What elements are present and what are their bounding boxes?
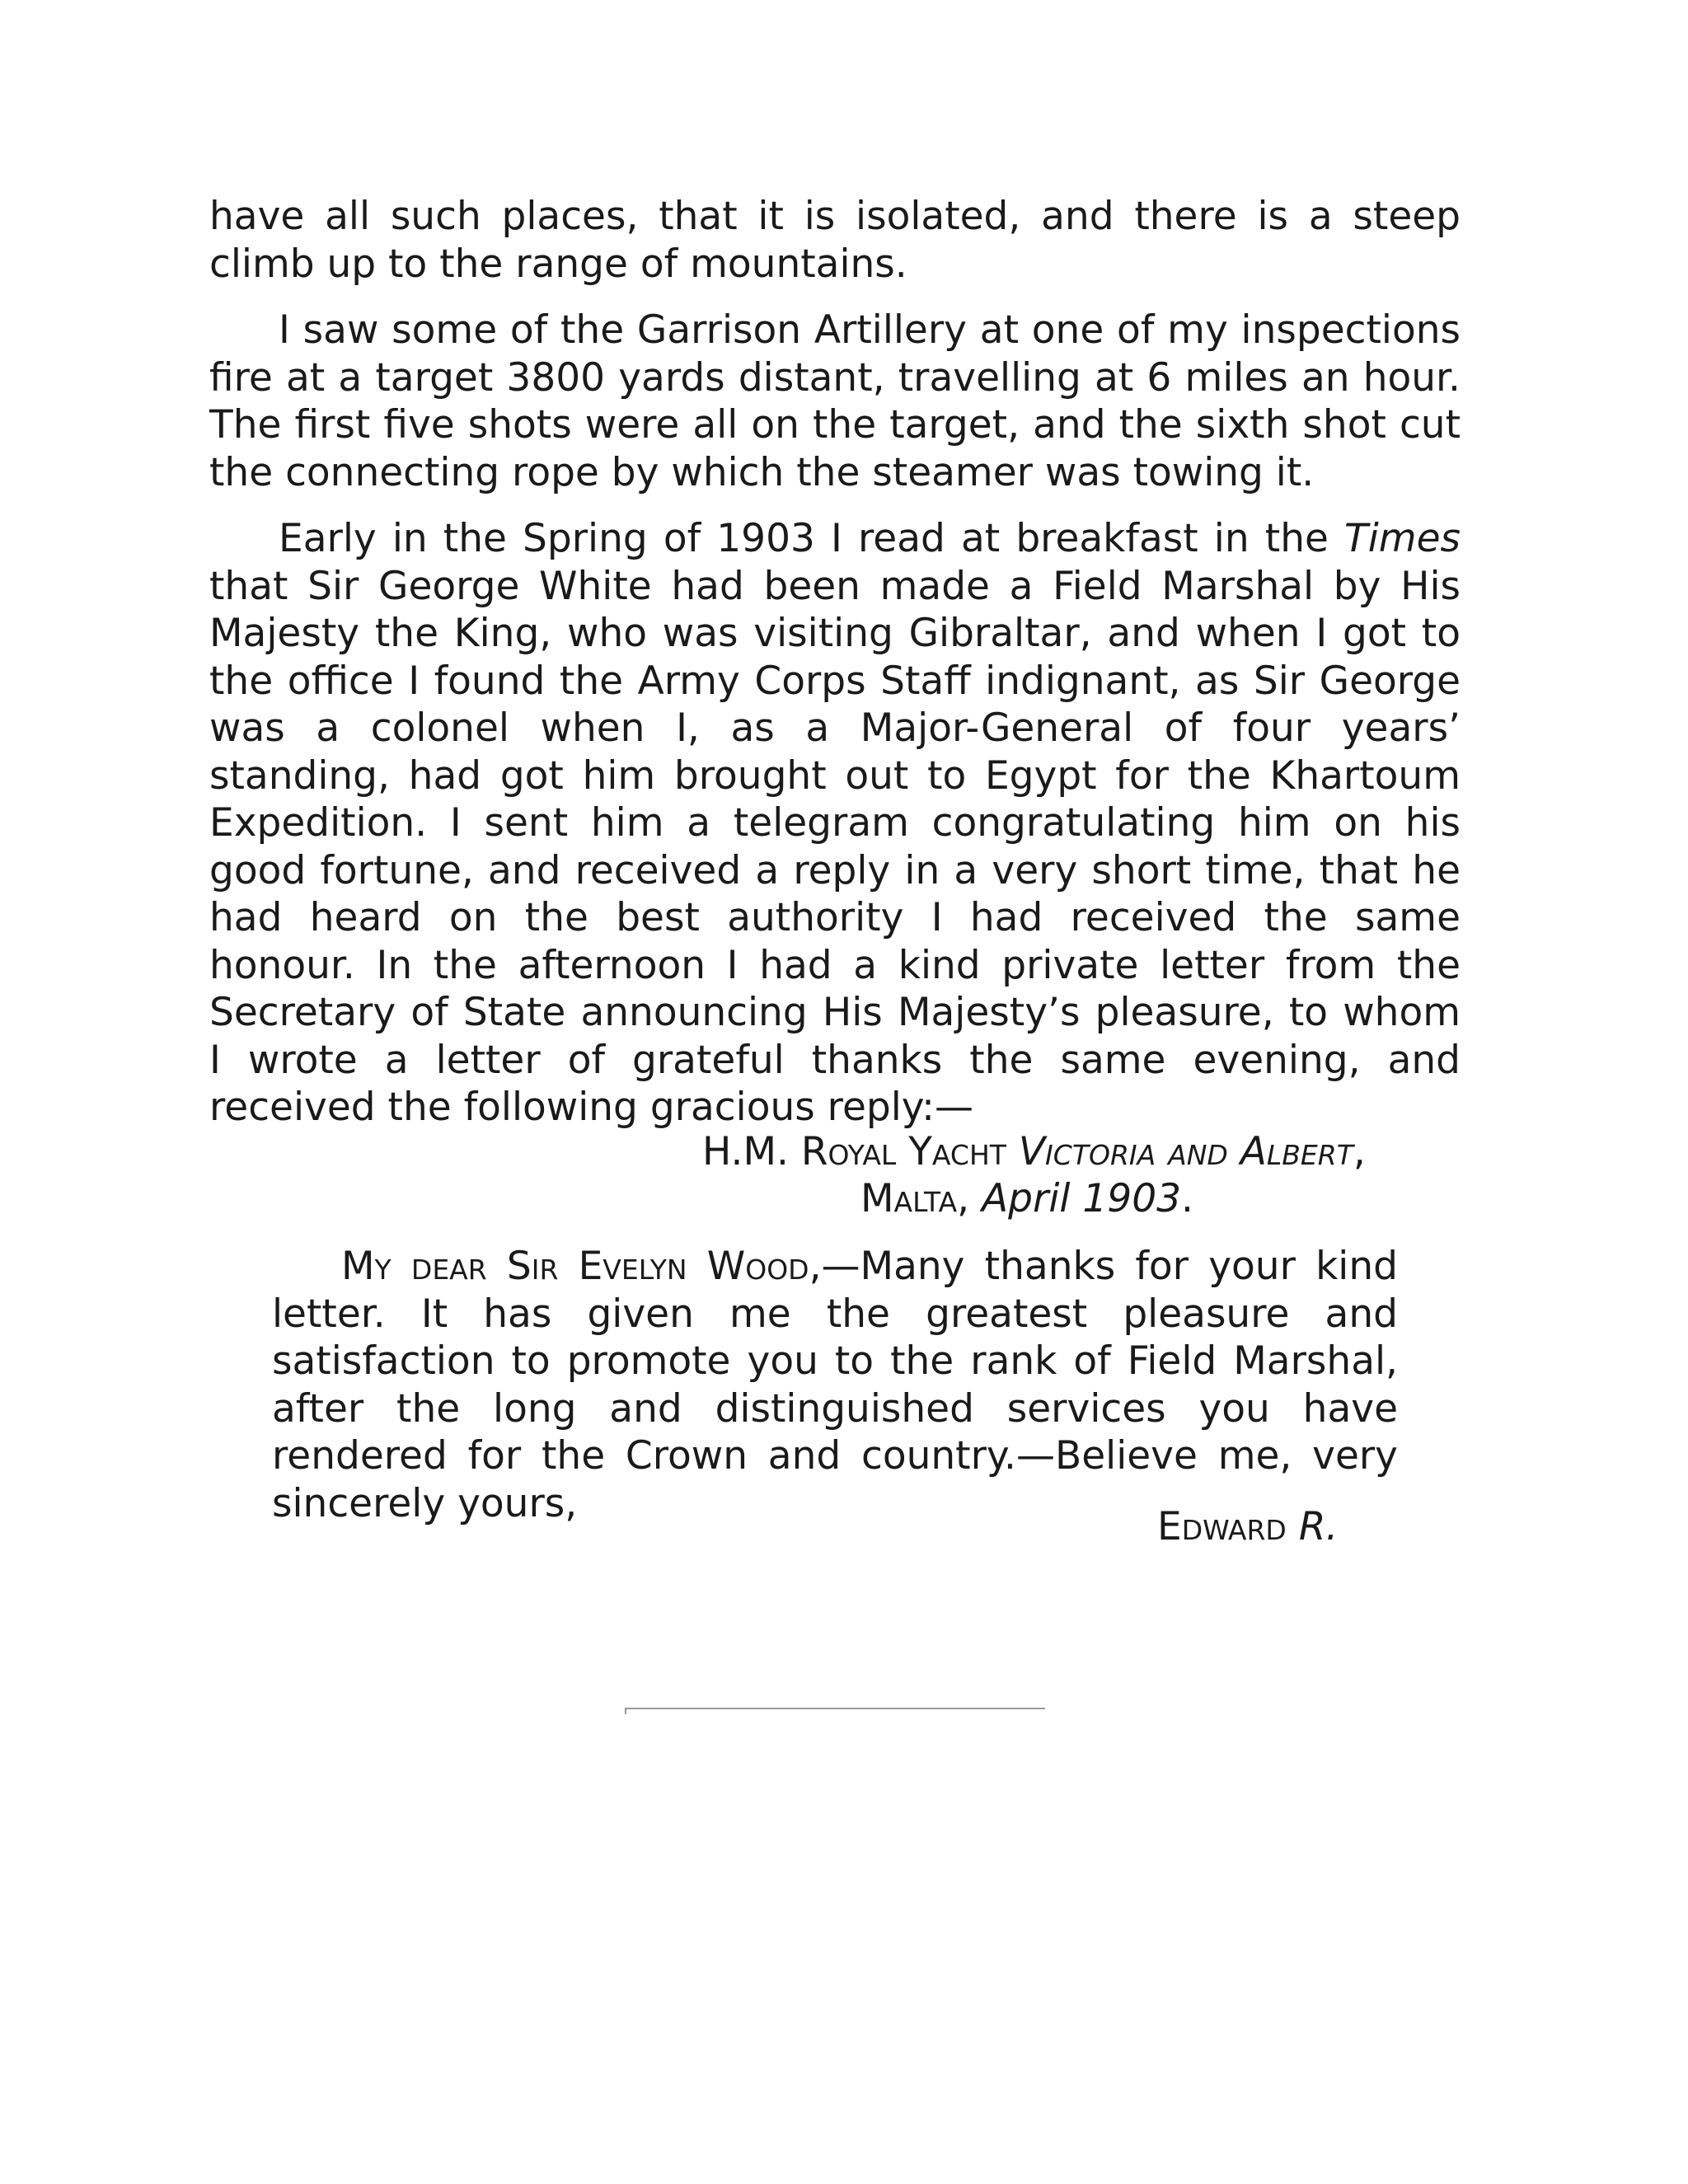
signature-name: Edward xyxy=(1157,1504,1287,1549)
paragraph-field-marshal-rest: that Sir George White had been made a Field Marshal by His Majesty the King, who was visiting Gibraltar, and when I got to the office I found the Army Corps Staff indignant, as Sir George was a colonel when I, as a Major-General of four years’ standing, had got him brought out to Egypt for the Khartoum Expedition. I sent him a telegram congratulating him on his good fortune, and received a reply in a very short time, that he had heard on the best authority I had received the same honour. In the afternoon I had a kind private letter from the Secretary of State announcing His Majesty’s pleasure, to whom I wrote a letter of grateful thanks the same evening, and received the following gracious reply:— xyxy=(209,563,1461,1130)
paragraph-field-marshal xyxy=(209,515,1461,1132)
heading-yacht: Royal Yacht xyxy=(800,1129,1006,1174)
paragraph-field-marshal-start: Early in the Spring of 1903 I read at breakfast in the xyxy=(279,516,1345,561)
letter-body-text: —Many thanks for your kind letter. It has given me the greatest pleasure and satisfaction to promote you to the rank of Field Marshal, after the long and distinguished services you have rendered for the Crown and country.—Believe me, very sincerely yours, xyxy=(272,1244,1398,1526)
heading-date: April 1903 xyxy=(982,1176,1182,1221)
heading-place: Malta xyxy=(860,1176,958,1221)
letter-heading-line-2 xyxy=(860,1175,1193,1223)
heading-prefix: H.M. xyxy=(702,1129,801,1174)
paragraph-continuation: have all such places, that it is isolated, and there is a steep climb up to the range of mountains. xyxy=(209,194,1461,287)
letter-body xyxy=(272,1243,1398,1527)
signature-space xyxy=(1287,1504,1299,1549)
heading-ship-name: Victoria and Albert xyxy=(1018,1129,1353,1174)
heading-date-end: . xyxy=(1181,1176,1193,1221)
heading-place-separator: , xyxy=(957,1176,982,1221)
signature-initial: R. xyxy=(1298,1504,1339,1549)
letter-signature xyxy=(1157,1503,1338,1551)
main-text xyxy=(209,193,1461,1151)
heading-comma: , xyxy=(1353,1129,1366,1174)
section-divider xyxy=(625,1708,1045,1709)
letter-heading-line-1 xyxy=(702,1128,1366,1176)
newspaper-title: Times xyxy=(1344,516,1461,561)
paragraph-artillery: I saw some of the Garrison Artillery at one of my inspections fire at a target 3800 yards distant, travelling at 6 miles an hour. The first five shots were all on the target, and the sixth shot cut the connecting rope by which the steamer was towing it. xyxy=(209,307,1461,495)
letter-salutation: My dear Sir Evelyn Wood, xyxy=(341,1244,822,1289)
